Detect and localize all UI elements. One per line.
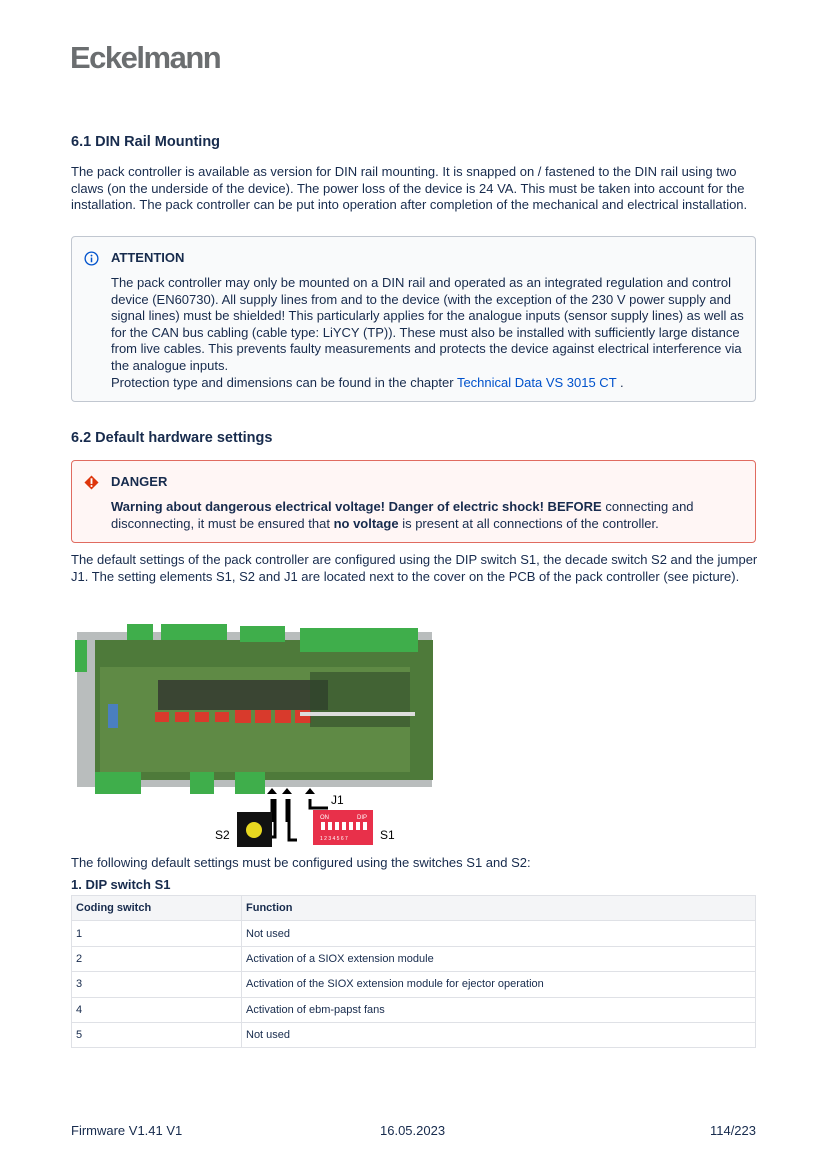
table-header-row	[72, 896, 756, 921]
intro-text: The default settings of the pack controller are configured using the DIP switch S1, the decade switch S2 and the jumper J1. The setting elements S1, S2 and J1 are located next to the cover on the PCB of the pack controller (see picture).	[71, 552, 758, 584]
pcb-figure	[75, 622, 437, 850]
table-row	[72, 1022, 756, 1047]
dip-on-label: ON	[320, 815, 329, 821]
cell: 4	[72, 997, 242, 1022]
dip-switch-table	[71, 895, 756, 1048]
header-coding-switch: Coding switch	[72, 896, 242, 921]
attention-text: The pack controller may only be mounted on a DIN rail and operated as an integrated regulation and control device (EN60730). All supply lines from and to the device (with the exception of the 230 V power supply and signal lines) must be shielded! This particularly applies for the analogue inputs (sensor supply lines) as well as for the CAN bus cabling (cable type: LiYCY (TP)). These must also be installed with sufficiently large distance from live cables. This prevents faulty measurements and protects the device against electrical interference via the analogue inputs.	[111, 275, 744, 373]
footer-page: 114/223	[709, 1123, 756, 1138]
danger-text-1: connecting and disconnecting, it must be ensured that	[111, 499, 694, 531]
footer-firmware: Firmware V1.41 V1	[71, 1123, 183, 1138]
cell: 3	[72, 972, 242, 997]
cell: Activation of ebm-papst fans	[242, 997, 756, 1022]
section-text: The pack controller is available as version for DIN rail mounting. It is snapped on / fastened to the DIN rail using two claws (on the underside of the device). The power loss of the device is 24 VA. This must be taken into account for the installation. The pack controller can be put into operation after completion of the mechanical and electrical installation.	[71, 164, 748, 213]
dip-label: DIP	[357, 815, 368, 821]
danger-icon	[84, 475, 99, 490]
cell: 5	[72, 1022, 242, 1047]
eckelmann-logo: Eckelmann	[70, 40, 221, 75]
dip-numbers: 1 2 3 4 5 6 7	[320, 836, 348, 842]
cell: Not used	[242, 1022, 756, 1047]
danger-text-2: is present at all connections of the controller.	[398, 515, 659, 531]
danger-bold-2: no voltage	[333, 515, 399, 531]
header-function: Function	[242, 896, 756, 921]
danger-bold-1: Warning about dangerous electrical voltage! Danger of electric shock! BEFORE	[111, 499, 602, 514]
section-heading-6-2: 6.2 Default hardware settings	[71, 430, 273, 446]
cell: 2	[72, 946, 242, 971]
danger-box	[71, 460, 756, 543]
attention-title: ATTENTION	[111, 250, 185, 265]
cell: 1	[72, 921, 242, 946]
technical-data-link[interactable]: Technical Data VS 3015 CT	[456, 374, 617, 390]
info-icon	[84, 251, 99, 266]
cell: Activation of a SIOX extension module	[242, 946, 756, 971]
s2-label: S2	[215, 828, 230, 842]
section-heading-6-1: 6.1 DIN Rail Mounting	[71, 134, 221, 150]
table-row	[72, 972, 756, 997]
table-row	[72, 997, 756, 1022]
j1-label: J1	[331, 793, 344, 807]
dip-switch-heading: 1. DIP switch S1	[71, 877, 171, 892]
attention-text-3: .	[616, 374, 624, 390]
footer-date: 16.05.2023	[380, 1123, 446, 1138]
s1-label: S1	[380, 828, 395, 842]
danger-title: DANGER	[111, 474, 168, 489]
table-row	[72, 921, 756, 946]
cell: Activation of the SIOX extension module for ejector operation	[242, 972, 756, 997]
table-row	[72, 946, 756, 971]
attention-box	[71, 236, 756, 402]
following-text: The following default settings must be configured using the switches S1 and S2:	[71, 855, 531, 870]
attention-text-2: Protection type and dimensions can be found in the chapter	[111, 374, 457, 390]
cell: Not used	[242, 921, 756, 946]
